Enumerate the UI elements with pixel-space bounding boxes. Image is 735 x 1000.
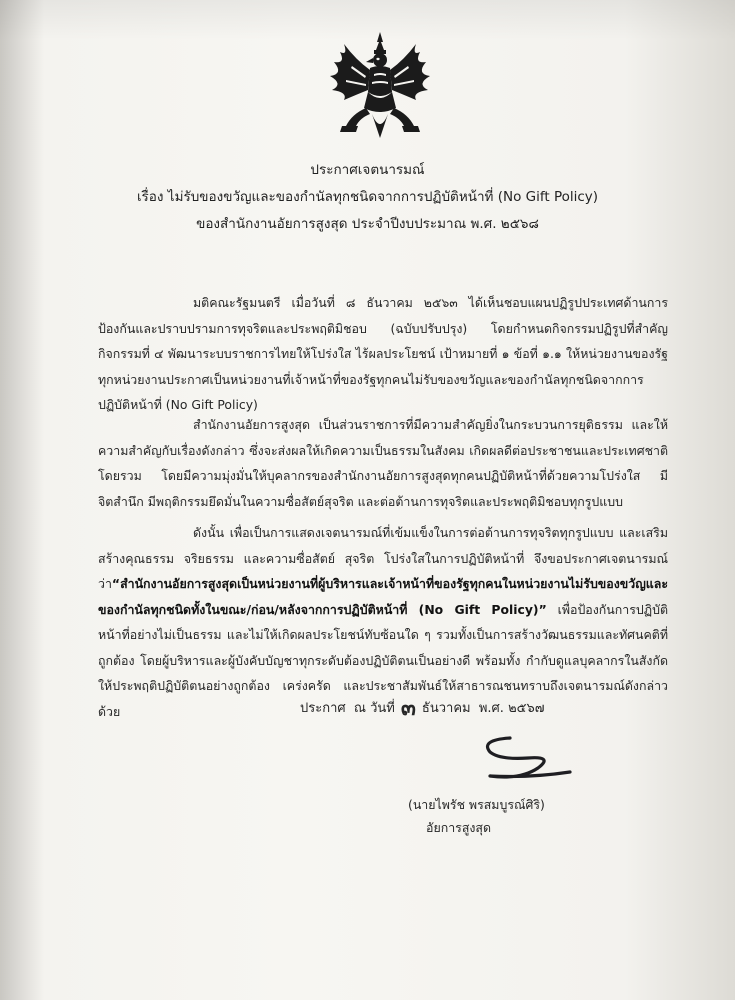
- proclaim-suffix: ธันวาคม พ.ศ. ๒๕๖๗: [421, 701, 545, 716]
- paragraph-3-rest: เพื่อป้องกันการปฏิบัติหน้าที่อย่างไม่เป็นธรรม และไม่ให้เกิดผลประโยชน์ทับซ้อนใด ๆ รวมทั้งเป็นการสร้างวัฒนธรรมและทัศนคติที่ถูกต้อง โดยผู้บริหารและผู้บังคับบัญชาทุกระดับต้องปฏิบัติตนเป็นอย่างดี พร้อมทั้ง กำกับดูแลบุคลากรในสังกัดให้ประพฤติปฏิบัติตนอย่างถูกต้อง เคร่งครัด และประชาสัมพันธ์ให้สาธารณชนทราบถึงเจตนารมณ์ดังกล่าวด้วย: [98, 601, 668, 719]
- paragraph-1: [98, 290, 668, 418]
- document-agency-line: ของสำนักงานอัยการสูงสุด ประจำปีงบประมาณ พ.ศ. ๒๕๖๘: [196, 216, 539, 232]
- signer-name: (นายไพรัช พรสมบูรณ์ศิริ): [408, 797, 545, 812]
- paragraph-2: [98, 412, 668, 514]
- document-subject: เรื่อง ไม่รับของขวัญและของกำนัลทุกชนิดจากการปฏิบัติหน้าที่ (No Gift Policy): [136, 189, 599, 205]
- paragraph-1-text: มติคณะรัฐมนตรี เมื่อวันที่ ๘ ธันวาคม ๒๕๖๓ ได้เห็นชอบแผนปฏิรูปประเทศด้านการป้องกันและปราบปรามการทุจริตและประพฤติมิชอบ (ฉบับปรับปรุง) โดยกำหนดกิจกรรมปฏิรูปที่สำคัญ กิจกรรมที่ ๔ พัฒนาระบบราชการไทยให้โปร่งใส ไร้ผลประโยชน์ เป้าหมายที่ ๑ ข้อที่ ๑.๑ ให้หน่วยงานของรัฐทุกหน่วยงานประกาศเป็นหน่วยงานที่เจ้าหน้าที่ของรัฐทุกคนไม่รับของขวัญและของกำนัลทุกชนิดจากการปฏิบัติหน้าที่ (No Gift Policy): [98, 295, 668, 412]
- document-title: ประกาศเจตนารมณ์: [310, 162, 425, 178]
- paragraph-3-intro: ดังนั้น เพื่อเป็นการแสดงเจตนารมณ์ที่เข้มแข็งในการต่อต้านการทุจริตทุกรูปแบบ และเสริมสร้างคุณธรรม จริยธรรม และความซื่อสัตย์ สุจริต โปร่งใสในการปฏิบัติหน้าที่ จึงขอประกาศเจตนารมณ์ว่า: [98, 525, 668, 591]
- paragraph-2-text: สำนักงานอัยการสูงสุด เป็นส่วนราชการที่มีความสำคัญยิ่งในกระบวนการยุติธรรม และให้ความสำคัญกับเรื่องดังกล่าว ซึ่งจะส่งผลให้เกิดความเป็นธรรมในสังคม เกิดผลดีต่อประชาชนและประเทศชาติโดยรวม โดยมีความมุ่งมั่นให้บุคลากรของสำนักงานอัยการสูงสุดทุกคนปฏิบัติหน้าที่ด้วยความโปร่งใส มีจิตสำนึก มีพฤติกรรมยึดมั่นในความซื่อสัตย์สุจริต และต่อต้านการทุจริตและประพฤติมิชอบทุกรูปแบบ: [98, 417, 668, 509]
- garuda-emblem-icon: [322, 30, 438, 142]
- proclamation-date-line: [300, 690, 545, 725]
- signer-title: อัยการสูงสุด: [426, 820, 492, 835]
- signer-block: [408, 793, 545, 839]
- proclaim-prefix: ประกาศ ณ วันที่: [300, 701, 395, 716]
- paragraph-3-declaration: “สำนักงานอัยการสูงสุดเป็นหน่วยงานที่ผู้บริหารและเจ้าหน้าที่ของรัฐทุกคนในหน่วยงานไม่รับของขวัญและของกำนัลทุกชนิดทั้งในขณะ/ก่อน/หลังจากการปฏิบัติหน้าที่ (No Gift Policy)”: [98, 576, 668, 617]
- proclaim-day: ๓: [400, 696, 416, 721]
- handwritten-signature: [470, 728, 580, 788]
